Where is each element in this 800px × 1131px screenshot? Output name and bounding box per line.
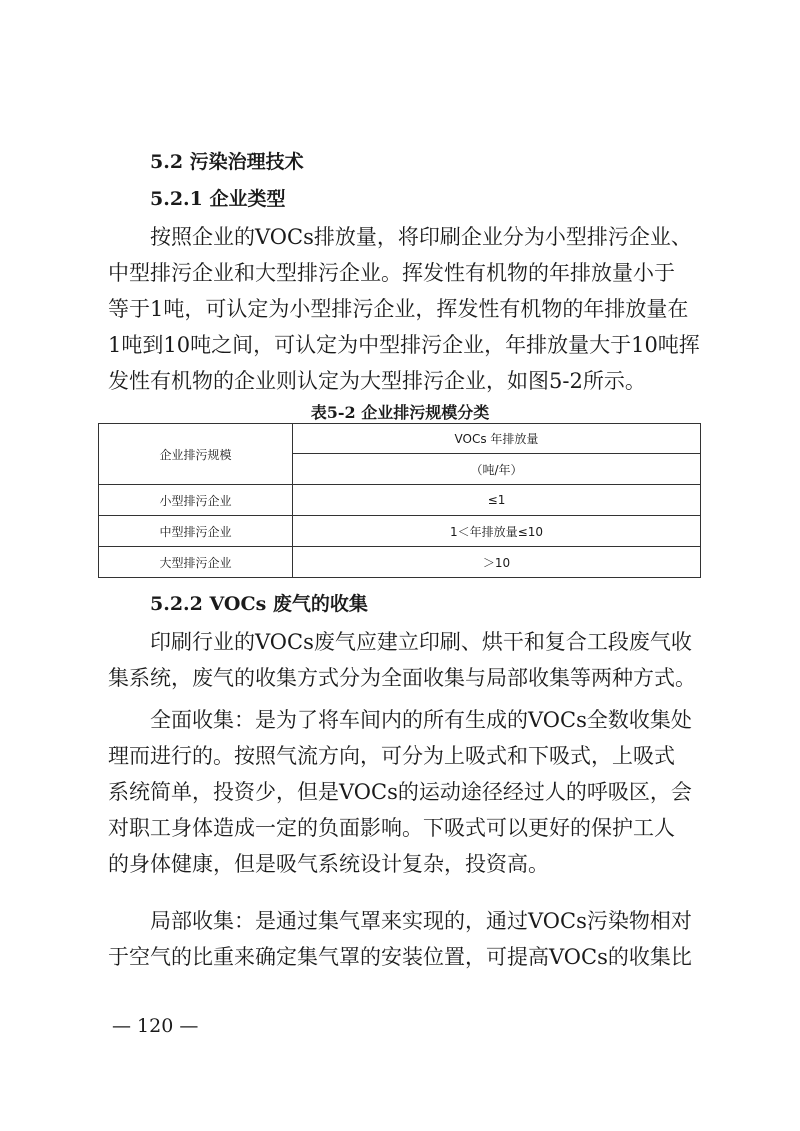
table-header-scale: 企业排污规模 bbox=[99, 424, 293, 485]
table-cell-value: 1＜年排放量≤10 bbox=[293, 516, 701, 547]
paragraph-line: 1吨到10吨之间，可认定为中型排污企业，年排放量大于10吨挥 bbox=[108, 333, 700, 357]
table-caption: 表5-2 企业排污规模分类 bbox=[310, 403, 490, 422]
page-number: — 120 — bbox=[112, 1015, 199, 1037]
paragraph-line: 等于1吨，可认定为小型排污企业，挥发性有机物的年排放量在 bbox=[108, 297, 689, 321]
paragraph-line: 系统简单，投资少，但是VOCs的运动途径经过人的呼吸区，会 bbox=[108, 780, 692, 804]
table-header-unit: （吨/年） bbox=[293, 454, 701, 485]
paragraph-line: 全面收集：是为了将车间内的所有生成的VOCs全数收集处 bbox=[108, 708, 692, 732]
paragraph-line: 发性有机物的企业则认定为大型排污企业，如图5-2所示。 bbox=[108, 369, 646, 393]
paragraph-line: 对职工身体造成一定的负面影响。下吸式可以更好的保护工人 bbox=[108, 816, 675, 840]
table-cell-category: 小型排污企业 bbox=[99, 485, 293, 516]
section-heading-5-2: 5.2 污染治理技术 bbox=[150, 151, 304, 173]
paragraph-line: 局部收集：是通过集气罩来实现的，通过VOCs污染物相对 bbox=[108, 909, 692, 933]
paragraph-line: 集系统，废气的收集方式分为全面收集与局部收集等两种方式。 bbox=[108, 666, 696, 690]
paragraph-line: 的身体健康，但是吸气系统设计复杂，投资高。 bbox=[108, 852, 549, 876]
pollution-scale-table bbox=[98, 423, 701, 578]
section-heading-5-2-1: 5.2.1 企业类型 bbox=[150, 188, 286, 210]
table-cell-value: ＞10 bbox=[293, 547, 701, 578]
table-header-emission: VOCs 年排放量 bbox=[293, 424, 701, 454]
paragraph-line: 中型排污企业和大型排污企业。挥发性有机物的年排放量小于 bbox=[108, 261, 675, 285]
paragraph-line: 理而进行的。按照气流方向，可分为上吸式和下吸式，上吸式 bbox=[108, 744, 675, 768]
paragraph-line: 按照企业的VOCs排放量，将印刷企业分为小型排污企业、 bbox=[108, 225, 692, 249]
table-cell-value: ≤1 bbox=[293, 485, 701, 516]
table-cell-category: 大型排污企业 bbox=[99, 547, 293, 578]
paragraph-line: 印刷行业的VOCs废气应建立印刷、烘干和复合工段废气收 bbox=[108, 630, 692, 654]
section-heading-5-2-2: 5.2.2 VOCs 废气的收集 bbox=[150, 593, 368, 615]
table-cell-category: 中型排污企业 bbox=[99, 516, 293, 547]
paragraph-line: 于空气的比重来确定集气罩的安装位置，可提高VOCs的收集比 bbox=[108, 945, 692, 969]
